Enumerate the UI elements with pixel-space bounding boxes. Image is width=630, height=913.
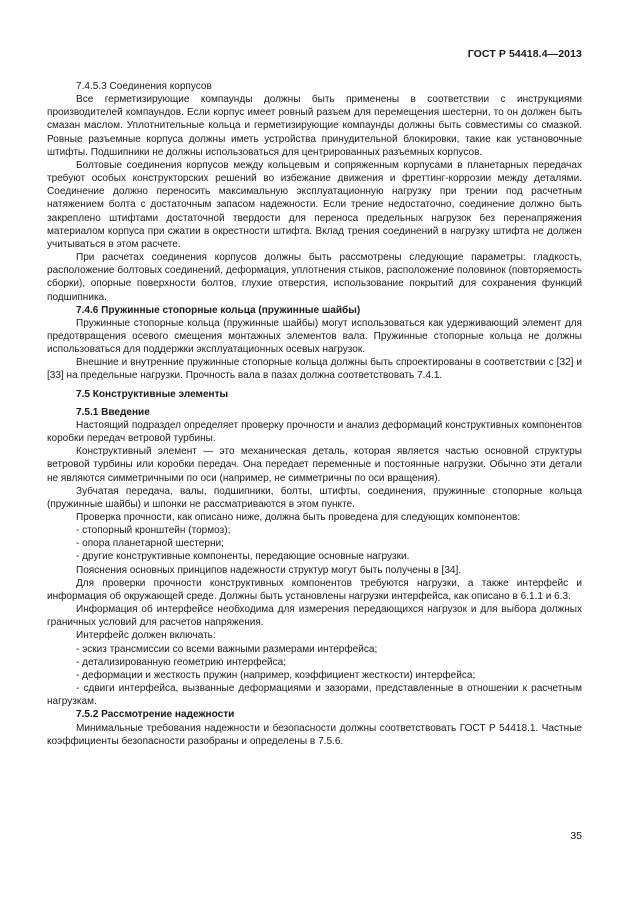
document-body [47, 80, 582, 748]
section-7-5-1-title: 7.5.1 Введение [76, 406, 150, 418]
paragraph: Для проверки прочности конструктивных компонентов требуются нагрузки, а также интерфейс и информация об окружающей среде. Должны быть установлены нагрузки интерфейса, как описано в 6.1.1 и 6.3. [47, 577, 582, 602]
paragraph: Зубчатая передача, валы, подшипники, болты, штифты, соединения, пружинные стопорные кольца (пружинные шайбы) и шпонки не рассматриваются в этом пункте. [47, 485, 582, 510]
list-item: - опора планетарной шестерни; [76, 538, 224, 550]
paragraph: Внешние и внутренние пружинные стопорные кольца должны быть спроектированы в соответствии с [32] и [33] на предельные нагрузки. Прочность вала в пазах должна соответствовать 7.4.1. [47, 357, 582, 382]
paragraph: Пояснения основных принципов надежности структур могут быть получены в [34]. [76, 564, 462, 576]
paragraph: Все герметизирующие компаунды должны быть применены в соответствии с инструкциями производителей компаундов. Если корпус имеет ровный разъем для перемещения шестерни, то он должен быть смазан маслом. Уплотнительные кольца и герметизирующие компаунды должны быть совместимы со смазкой. Ровные разъемные корпуса должны иметь устройства принудительной блокировки, такие как установочные штифты. Подшипники не должны использоваться для центрированных разъемных корпусов. [47, 94, 582, 158]
paragraph: Болтовые соединения корпусов между кольцевым и сопряженным корпусами в планетарных передачах требуют особых конструкторских решений во избежание движения и фреттинг-коррозии между деталями. Соединение должно переносить максимальную эксплуатационную нагрузку при трении под расчетным натяжением болта с достаточным запасом надежности. Если трение недостаточно, соединение должно быть закреплено штифтами достаточной твердости для переноса предельных нагрузок без перенапряжения материалом корпуса при сжатии в окрестности штифта. Вклад трения соединений в нагрузку штифта не должен учитываться в этом расчете. [47, 159, 582, 250]
list-item: - другие конструктивные компоненты, передающие основные нагрузки. [76, 551, 410, 563]
paragraph: Пружинные стопорные кольца (пружинные шайбы) могут использоваться как удерживающий элемент для предотвращения осевого смещения монтажных элементов вала. Пружинные стопорные кольца не должны использоваться для поддержки эксплуатационных осевых нагрузок. [47, 317, 582, 356]
list-item: - сдвиги интерфейса, вызванные деформациями и зазорами, представленные в отношении к расчетным нагрузкам. [47, 683, 582, 708]
paragraph: Конструктивный элемент — это механическая деталь, которая является частью основной структуры ветровой турбины или коробки передач. Она передает переменные и постоянные нагрузки. Обычно эти детали не являются симметричными по оси (например, не симметричны по оси вращения). [47, 446, 582, 484]
paragraph: Минимальные требования надежности и безопасности должны соответствовать ГОСТ Р 54418.1. Частные коэффициенты безопасности разобраны и определены в 7.5.6. [47, 722, 582, 747]
list-item: - эскиз трансмиссии со всеми важными размерами интерфейса; [76, 643, 378, 655]
paragraph: При расчетах соединения корпусов должны быть рассмотрены следующие параметры: гладкость, расположение болтовых соединений, деформация, уплотнения стыков, расположение половинок (повторяемость сборки), опорные поверхности болтов, глухие отверстия, использование покрытий для сохранения функций подшипника. [47, 252, 582, 303]
section-7-4-6-title: 7.4.6 Пружинные стопорные кольца (пружинные шайбы) [76, 304, 361, 316]
paragraph: Информация об интерфейсе необходима для измерения передающихся нагрузок и для выбора должных граничных условий для расчетов напряжения. [47, 604, 582, 629]
paragraph: Настоящий подраздел определяет проверку прочности и анализ деформаций конструктивных компонентов коробки передач ветровой турбины. [47, 419, 582, 445]
section-7-5-2-title: 7.5.2 Рассмотрение надежности [76, 709, 235, 721]
list-item: - стопорный кронштейн (тормоз); [76, 525, 231, 537]
section-7-5-title: 7.5 Конструктивные элементы [76, 388, 229, 400]
section-7-4-5-3-title: 7.4.5.3 Соединения корпусов [76, 81, 212, 92]
paragraph: Проверка прочности, как описано ниже, должна быть проведена для следующих компонентов: [76, 512, 521, 523]
list-item: - деформации и жесткость пружин (например, коэффициент жесткости) интерфейса; [76, 669, 476, 681]
standard-header: ГОСТ Р 54418.4—2013 [467, 48, 582, 60]
list-item: - детализированную геометрию интерфейса; [76, 656, 287, 668]
page-number: 35 [570, 830, 582, 842]
paragraph: Интерфейс должен включать: [76, 630, 216, 642]
